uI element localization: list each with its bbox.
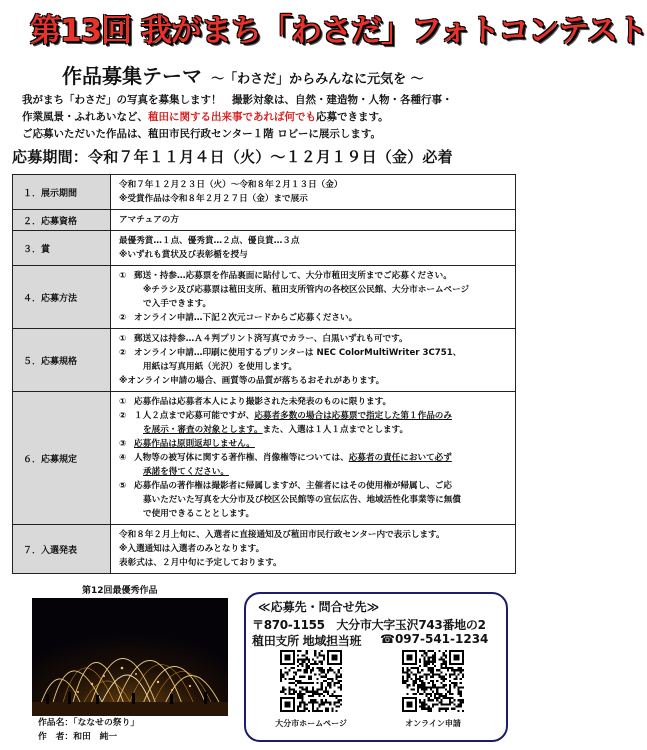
rules-line: [119, 507, 509, 521]
rules-line: [119, 395, 509, 409]
rules-line-text: 用紙は写真用紙（光沢）を使用します。: [143, 362, 298, 372]
rules-row-content: [111, 266, 516, 329]
theme-label: 作品募集テーマ: [62, 64, 202, 88]
theme-text: ～「わさだ」からみんなに元気を ～: [211, 72, 424, 87]
rules-row-label: ５．応募規格: [13, 329, 111, 392]
qr-code-online-application[interactable]: [402, 650, 464, 712]
contact-heading: ≪応募先・問合せ先≫: [258, 600, 380, 614]
rules-row-content: [111, 175, 516, 210]
qr-code-homepage[interactable]: [280, 650, 342, 712]
rules-line: [119, 332, 509, 346]
contest-banner-title: 第13回 我がまち「わさだ」フォトコンテスト: [30, 13, 647, 49]
rules-line: [119, 360, 509, 374]
rules-line-text: ※入選通知は入選者のみとなります。: [119, 544, 265, 554]
qr-label-homepage: 大分市ホームページ: [275, 719, 347, 728]
rules-row-content: [111, 231, 516, 266]
fireworks-photo-image: [32, 598, 228, 716]
rules-line-underlined: 応募者多数の場合は応募票で指定した第１作品のみ: [254, 411, 452, 421]
qr-code-icon: [402, 650, 464, 712]
rules-line-text: １人２点まで応募可能ですが、: [134, 411, 255, 421]
rules-line-text: で入手できます。: [143, 299, 212, 309]
circled-number: ⑤: [119, 481, 127, 491]
rules-row-label: ３．賞: [13, 231, 111, 266]
contact-office: 稙田支所 地域担当班: [252, 634, 362, 648]
rules-line: [119, 269, 509, 283]
winner-caption: [38, 716, 139, 744]
rules-row-label: ２．応募資格: [13, 210, 111, 231]
contact-box: [244, 592, 508, 742]
rules-row-label: ７．入選発表: [13, 525, 111, 574]
intro-line: ご応募いただいた作品は、稙田市民行政センター１階 ロビーに展示します。: [22, 128, 381, 140]
intro-line-part: 応募できます。: [316, 111, 389, 123]
rules-line: [119, 283, 509, 297]
rules-line: [119, 556, 509, 570]
rules-line: [119, 437, 509, 451]
circled-number: ②: [119, 313, 127, 323]
rules-line: [119, 528, 509, 542]
rules-row: [13, 329, 516, 392]
circled-number: ④: [119, 453, 127, 463]
circled-number: ①: [119, 271, 127, 281]
rules-line-text: ※受賞作品は令和８年２月２７日（金）まで展示: [119, 194, 308, 204]
rules-line-text: 郵送又は持参…Ａ４判プリント済写真でカラー、白黒いずれも可です。: [134, 334, 408, 344]
rules-line-underlined: 承諾を得てください。: [143, 467, 229, 477]
rules-line-underlined: 応募作品は原則返却しません。: [134, 439, 255, 449]
rules-line-text: 最優秀賞…１点、優秀賞…２点、優良賞…３点: [119, 236, 300, 246]
contact-phone: ☎097-541-1234: [380, 632, 489, 646]
rules-row: [13, 266, 516, 329]
contact-address: 〒870-1155 大分市大字玉沢743番地の2: [252, 618, 486, 632]
rules-line-underlined: を展示・審査の対象とします。: [143, 425, 263, 435]
rules-row: [13, 210, 516, 231]
intro-text: [22, 92, 512, 143]
rules-line: [119, 451, 509, 465]
rules-row-content: [111, 210, 516, 231]
work-name: 作品名：「ななせの祭り」: [38, 718, 140, 728]
qr-code-icon: [280, 650, 342, 712]
rules-line-text: ※いずれも賞状及び表彰楯を授与: [119, 250, 248, 260]
rules-line-text: 令和７年１２月２３日（火）～令和８年２月１３日（金）: [119, 180, 343, 190]
rules-line-text: アマチュアの方: [119, 215, 179, 225]
rules-row-label: ６．応募規定: [13, 392, 111, 525]
intro-line-part: 作業風景・ふれあいなど、: [22, 111, 148, 123]
rules-line-text: 応募作品の著作権は撮影者に帰属しますが、主催者にはその使用権が帰属し、ご応: [134, 481, 452, 491]
circled-number: ①: [119, 397, 127, 407]
rules-line: [119, 213, 509, 227]
rules-line-text: 郵送・持参…応募票を作品裏面に貼付して、大分市稙田支所までご応募ください。: [134, 271, 452, 281]
rules-line: [119, 346, 509, 360]
application-period: 応募期間：令和７年１１月４日（火）～１２月１９日（金）必着: [12, 148, 453, 166]
rules-row-content: [111, 525, 516, 574]
rules-line: [119, 374, 509, 388]
rules-row: [13, 231, 516, 266]
winner-title: 第12回最優秀作品: [82, 586, 158, 596]
rules-line-underlined: 応募者の責任において必ず: [348, 453, 452, 463]
theme-heading: [62, 60, 482, 86]
rules-row: [13, 525, 516, 574]
rules-line-text: 表彰式は、２月中旬に予定しております。: [119, 558, 282, 568]
rules-line: [119, 493, 509, 507]
rules-line: [119, 192, 509, 206]
rules-line-text: オンライン申請…下記２次元コードからご応募ください。: [134, 313, 358, 323]
rules-line-text: ※オンライン申請の場合、画質等の品質が落ちるおそれがあります。: [119, 376, 385, 386]
rules-table: [12, 174, 516, 574]
circled-number: ③: [119, 439, 127, 449]
rules-line-text: 応募作品は応募者本人により撮影された未発表のものに限ります。: [134, 397, 392, 407]
rules-row-label: ４．応募方法: [13, 266, 111, 329]
rules-line-text: オンライン申請…印刷に使用するプリンターは NEC ColorMultiWriter 3C751、: [134, 348, 462, 358]
rules-row-label: １．展示期間: [13, 175, 111, 210]
circled-number: ①: [119, 334, 127, 344]
rules-row: [13, 175, 516, 210]
rules-line: [119, 178, 509, 192]
rules-line-text: で使用できることとします。: [143, 509, 255, 519]
circled-number: ②: [119, 348, 127, 358]
rules-line: [119, 234, 509, 248]
circled-number: ②: [119, 411, 127, 421]
rules-line: [119, 423, 509, 437]
rules-line-text: 募いただいた写真を大分市及び校区公民館等の宣伝広告、地域活性化事業等に無償: [143, 495, 461, 505]
rules-line: [119, 311, 509, 325]
rules-row-content: [111, 392, 516, 525]
intro-highlight: 稙田に関する出来事であれば何でも: [148, 111, 316, 123]
rules-line: [119, 409, 509, 423]
qr-label-online: オンライン申請: [405, 719, 461, 728]
rules-line: [119, 465, 509, 479]
rules-line: [119, 479, 509, 493]
author-name: 作 者：和田 純一: [38, 732, 118, 742]
rules-line-text: 令和８年２月上旬に、入選者に直接通知及び稙田市民行政センター内で表示します。: [119, 530, 445, 540]
rules-row-content: [111, 329, 516, 392]
rules-line: [119, 248, 509, 262]
intro-line: [22, 109, 512, 126]
intro-line: 我がまち「わさだ」の写真を募集します！ 撮影対象は、自然・建造物・人物・各種行事・: [22, 94, 453, 106]
winning-photo: [32, 598, 228, 716]
rules-line-text: ※チラシ及び応募票は稙田支所、稙田支所管内の各校区公民館、大分市ホームページ: [143, 285, 470, 295]
rules-row: [13, 392, 516, 525]
rules-line: [119, 542, 509, 556]
rules-line-text: また、入選は１人１点までとします。: [262, 425, 409, 435]
rules-line-text: 人物等の被写体に関する著作権、肖像権等については、: [134, 453, 349, 463]
rules-line: [119, 297, 509, 311]
